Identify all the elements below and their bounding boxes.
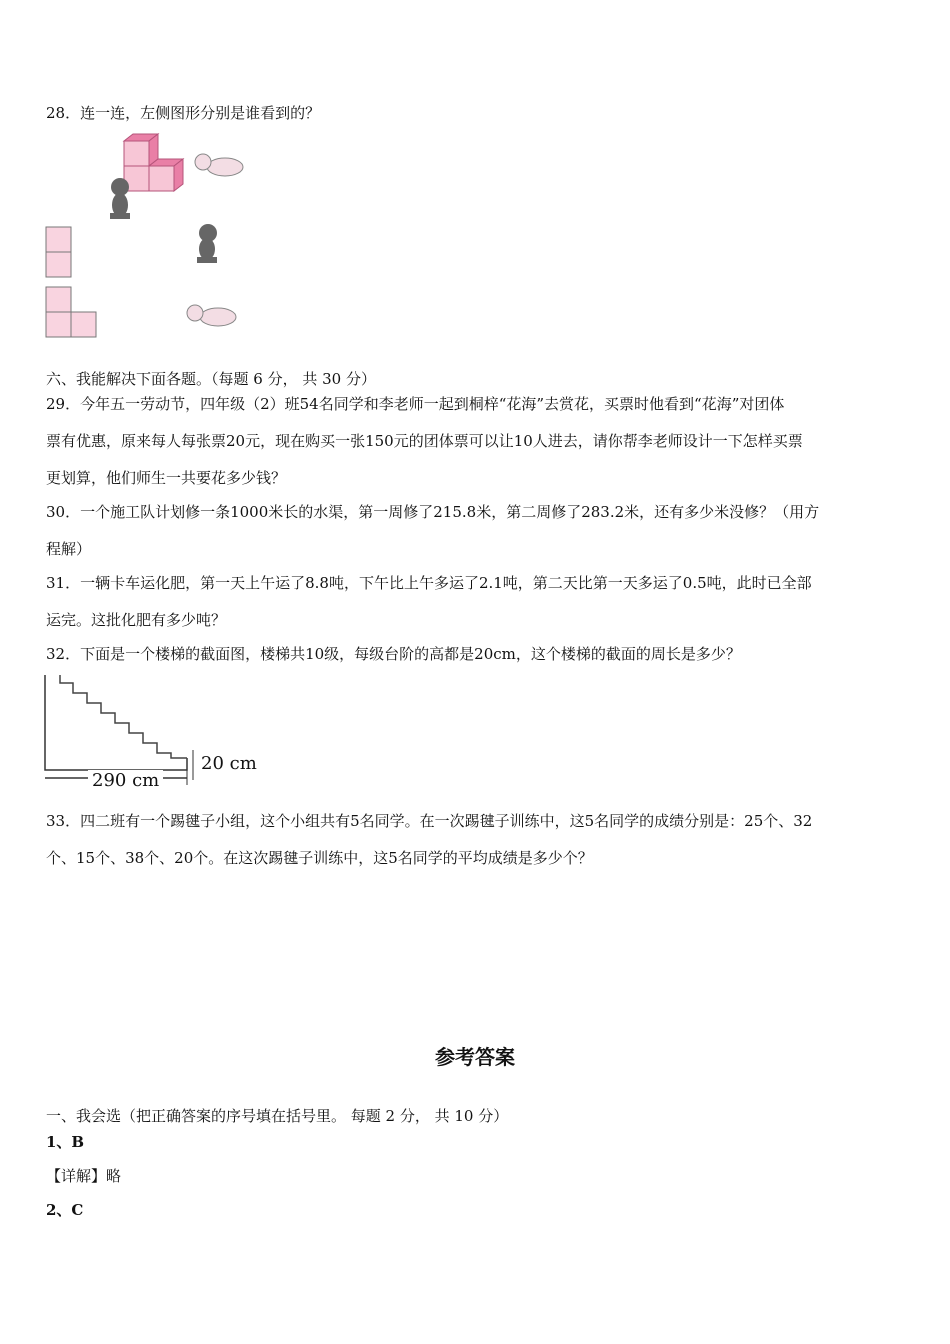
height-label: 20 cm <box>201 753 257 774</box>
answers-title: 参考答案 <box>435 1045 515 1069</box>
question-28: 28．连一连，左侧图形分别是谁看到的？ <box>46 104 321 122</box>
question-33-line: 个、15个、38个、20个。在这次踢毽子训练中，这5名同学的平均成绩是多少个？ <box>46 849 593 867</box>
width-label: 290 cm <box>88 770 163 791</box>
dog-icon <box>195 154 243 176</box>
question-31-line: 运完。这批化肥有多少吨？ <box>46 611 227 629</box>
front-view-shape <box>46 227 71 277</box>
question-30-line: 30．一个施工队计划修一条1000米长的水渠，第一周修了215.8米，第二周修了283.2米，还有多少米没修？（用方 <box>46 503 820 521</box>
question-29-line: 票有优惠，原来每人每张票20元，现在购买一张150元的团体票可以让10人进去，请你帮李老师设计一下怎样买票 <box>46 432 803 450</box>
monkey-icon <box>110 178 130 219</box>
question-29-line: 更划算，他们师生一共要花多少钱？ <box>46 469 287 487</box>
question-30-line: 程解） <box>46 540 92 558</box>
section-6-heading: 六、我能解决下面各题。（每题 6 分， 共 30 分） <box>46 370 376 388</box>
dog-icon <box>187 305 236 326</box>
monkey-icon <box>197 224 217 263</box>
answers-section-1: 一、我会选（把正确答案的序号填在括号里。 每题 2 分， 共 10 分） <box>46 1107 509 1125</box>
answer-2: 2、C <box>46 1201 84 1219</box>
question-31-line: 31．一辆卡车运化肥，第一天上午运了8.8吨，下午比上午多运了2.1吨，第二天比第一天多运了0.5吨，此时已全部 <box>46 574 812 592</box>
side-view-shape <box>46 287 96 337</box>
question-33-line: 33．四二班有一个踢毽子小组，这个小组共有5名同学。在一次踢毽子训练中，这5名同学的成绩分别是：25个、32 <box>46 812 813 830</box>
answer-1-detail: 【详解】略 <box>46 1167 122 1185</box>
question-29-line: 29．今年五一劳动节，四年级（2）班54名同学和李老师一起到桐梓“花海”去赏花，买票时他看到“花海”对团体 <box>46 395 785 413</box>
question-32: 32．下面是一个楼梯的截面图，楼梯共10级，每级台阶的高都是20cm，这个楼梯的截面的周长是多少？ <box>46 645 741 663</box>
answer-1: 1、B <box>46 1133 85 1151</box>
cube-stack-icon <box>124 134 183 191</box>
question-28-figure <box>40 125 260 345</box>
